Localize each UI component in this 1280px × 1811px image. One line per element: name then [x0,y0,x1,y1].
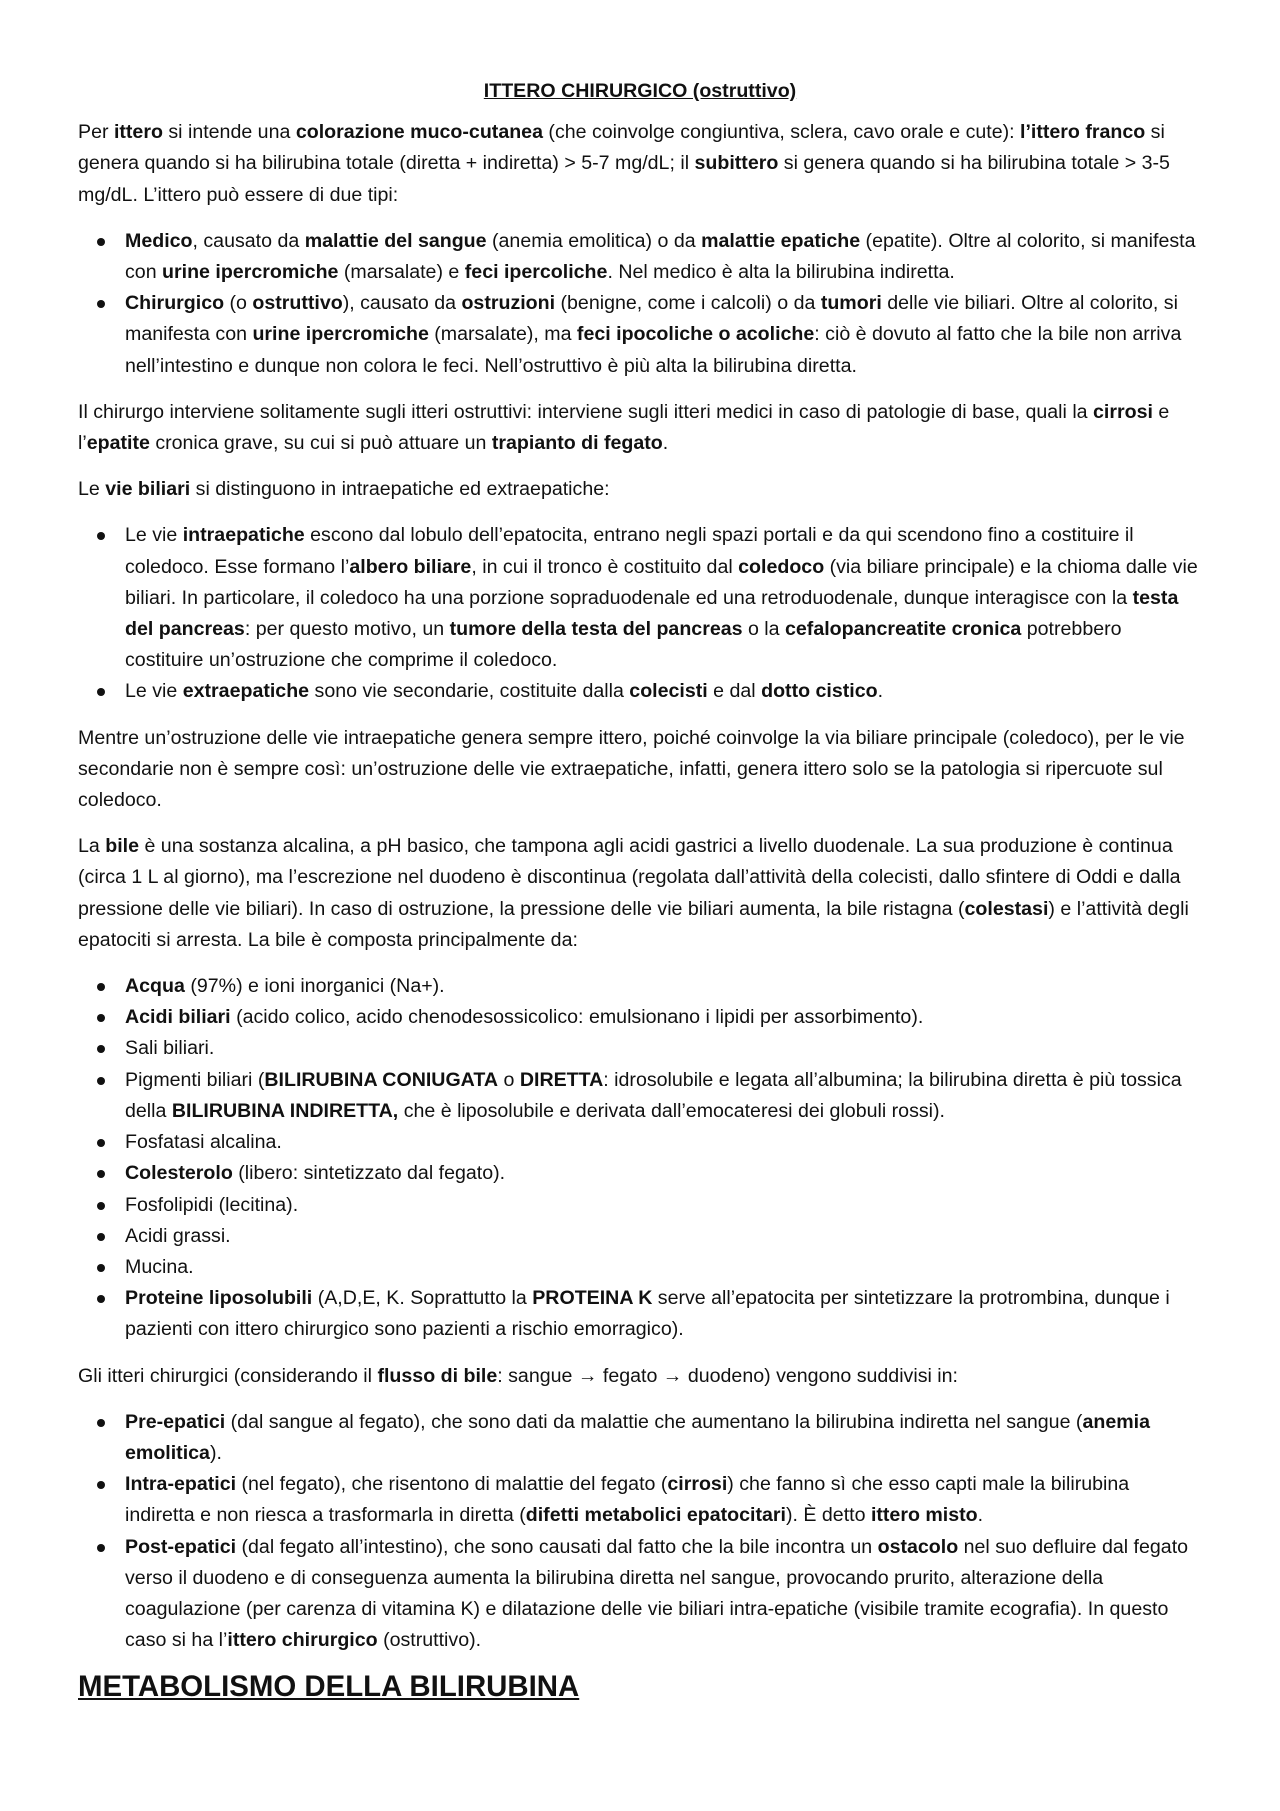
bile-composition-list [78,971,1202,1345]
bold-text-run: Acidi biliari [125,1006,231,1029]
list-item [78,1532,1202,1657]
list-item [78,971,1202,1002]
bullet-icon [97,532,105,540]
list-item [78,1127,1202,1158]
bullet-icon [97,1202,105,1210]
bullet-icon [97,1233,105,1241]
list-item [78,520,1202,676]
text-run: o [498,1068,520,1091]
bold-text-run: extraepatiche [182,680,310,703]
bile-ducts-list [78,520,1202,707]
text-run: Pigmenti biliari ( [125,1068,265,1091]
surgeon-paragraph [78,397,1202,459]
text-run: (A,D,E, K. Soprattutto la [312,1287,533,1310]
bold-text-run: ittero [113,121,163,144]
text-run: . [877,680,884,703]
bold-text-run: DIRETTA [519,1068,604,1091]
bullet-icon [97,1014,105,1022]
bullet-icon [97,1170,105,1178]
obstruction-paragraph [78,723,1202,817]
bold-text-run: vie biliari [105,478,191,501]
bullet-icon [97,1264,105,1272]
bold-text-run: flusso di bile [377,1364,498,1387]
bold-text-run: urine ipercromiche [162,261,339,284]
text-run: . Nel medico è alta la bilirubina indiretta. [607,261,955,284]
text-run: ) e l’attività degli epatociti si arresta. La bile è composta principalmente da: [78,897,1189,951]
text-run: Gli itteri chirurgici (considerando il [78,1364,378,1387]
text-run: Le [78,478,106,501]
list-item [78,1252,1202,1283]
text-run: potrebbero costituire un’ostruzione che comprime il coledoco. [125,618,1122,672]
text-run: si genera quando si ha bilirubina totale > 3-5 mg/dL. L’ittero può essere di due tipi: [78,152,1170,206]
list-item [78,1065,1202,1127]
bold-text-run: coledoco [738,555,825,578]
text-run: (o [224,292,253,315]
bold-text-run: Post-epatici [125,1535,237,1558]
text-run: delle vie biliari. Oltre al colorito, si manifesta con [125,292,1178,346]
bold-text-run: albero biliare [349,555,472,578]
text-run: si intende una [162,121,296,144]
text-run: escono dal lobulo dell’epatocita, entrano negli spazi portali e da qui scendono fino a costituire il coledoco. Esse formano l’ [125,524,1134,578]
text-run: Fosfatasi alcalina. [125,1131,282,1154]
list-item [78,1033,1202,1064]
bold-text-run: testa del pancreas [125,586,1179,641]
text-run: ). È detto [785,1504,871,1527]
text-run: (che coinvolge congiuntiva, sclera, cavo orale e cute): [542,121,1021,144]
text-run: serve all’epatocita per sintetizzare la protrombina, dunque i pazienti con ittero chirurgico sono pazienti a rischio emorragico). [125,1287,1170,1341]
text-run: si genera quando si ha bilirubina totale (diretta + indiretta) > 5-7 mg/dL; il [78,121,1165,175]
bold-text-run: cirrosi [1093,400,1153,423]
bold-text-run: tumore della testa del pancreas [449,618,743,641]
text-run: : ciò è dovuto al fatto che la bile non arriva nell’intestino e dunque non colora le feci. Nell’ostruttivo è più alta la bilirubina diretta. [125,323,1182,377]
bold-text-run: malattie del sangue [304,229,487,252]
text-run: si distinguono in intraepatiche ed extraepatiche: [190,478,610,501]
text-run: che è liposolubile e derivata dall’emocateresi dei globuli rossi). [398,1099,945,1122]
text-run: Il chirurgo interviene solitamente sugli itteri ostruttivi: interviene sugli itteri medici in caso di patologie di base, quali la [78,400,1094,423]
text-run: sono vie secondarie, costituite dalla [309,680,630,703]
list-item [78,226,1202,288]
bold-text-run: Medico [125,229,193,252]
bullet-icon [97,1295,105,1303]
text-run: (acido colico, acido chenodesossicolico: emulsionano i lipidi per assorbimento). [230,1006,924,1029]
text-run: Sali biliari. [125,1037,215,1060]
bold-text-run: epatite [86,432,150,455]
list-item [78,288,1202,382]
list-item [78,676,1202,707]
bold-text-run: Colesterolo [125,1162,233,1185]
text-run: ), causato da [342,292,462,315]
text-run: . [977,1504,984,1527]
bullet-icon [97,1045,105,1053]
text-run: (97%) e ioni inorganici (Na+). [184,975,445,998]
text-run: ). [209,1441,222,1464]
bullet-icon [97,983,105,991]
text-run: Per [78,121,114,144]
bold-text-run: ostacolo [877,1535,959,1558]
bold-text-run: bile [105,835,140,858]
surgical-jaundice-classification-list [78,1407,1202,1657]
bold-text-run: PROTEINA K [532,1287,653,1310]
bold-text-run: colorazione muco-cutanea [295,121,543,144]
bold-text-run: l’ittero franco [1020,121,1146,144]
text-run: (epatite). Oltre al colorito, si manifesta con [125,229,1196,284]
surgical-jaundice-intro-paragraph [78,1361,1202,1392]
text-run: cronica grave, su cui si può attuare un [149,432,492,455]
bold-text-run: cirrosi [667,1473,728,1496]
text-run: Mucina. [125,1255,194,1278]
jaundice-types-list [78,226,1202,382]
text-run: . [662,432,669,455]
bold-text-run: malattie epatiche [701,229,861,252]
list-item [78,1469,1202,1531]
text-run: è una sostanza alcalina, a pH basico, che tampona agli acidi gastrici a livello duodenale. La sua produzione è continua (circa 1 L al giorno), ma l’escrezione nel duodeno è discontinua (regolata dall’attività della colecisti, dallo sfintere di Oddi e dalla pressione delle vie biliari). In caso di ostruzione, la pressione delle vie biliari aumenta, la bile ristagna ( [78,835,1181,920]
text-run: (dal sangue al fegato), che sono dati da malattie che aumentano la bilirubina indiretta nel sangue ( [225,1410,1083,1433]
bile-ducts-intro-paragraph [78,474,1202,505]
section-heading-bilirubin-metabolism: METABOLISMO DELLA BILIRUBINA [78,1670,580,1704]
text-run: (benigne, come i calcoli) o da [555,292,821,315]
bold-text-run: Acqua [125,975,185,998]
bold-text-run: Proteine liposolubili [125,1287,313,1310]
document-title: ITTERO CHIRURGICO (ostruttivo) [483,80,797,102]
text-run: La [78,835,106,858]
bold-text-run: BILIRUBINA CONIUGATA [264,1068,499,1091]
bullet-icon [97,1139,105,1147]
list-item [78,1283,1202,1345]
bold-text-run: subittero [694,152,779,175]
list-item [78,1002,1202,1033]
text-run: e dal [707,680,762,703]
text-run: e l’ [78,400,1170,455]
bullet-icon [97,688,105,696]
bold-text-run: ostruzioni [461,292,556,315]
text-run: (libero: sintetizzato dal fegato). [232,1162,506,1185]
text-run: o la [742,618,785,641]
text-run: (marsalate) e [338,261,465,284]
bold-text-run: dotto cistico [761,680,878,703]
bile-paragraph [78,831,1202,956]
bold-text-run: intraepatiche [182,524,305,547]
text-run: Acidi grassi. [125,1224,231,1247]
text-run: (dal fegato all’intestino), che sono causati dal fatto che la bile incontra un [236,1535,878,1558]
text-run: (marsalate), ma [428,323,577,346]
text-run: , in cui il tronco è costituito dal [471,555,739,578]
bold-text-run: tumori [820,292,882,315]
bullet-icon [97,1077,105,1085]
bullet-icon [97,300,105,308]
bold-text-run: colecisti [629,680,708,703]
bullet-icon [97,1419,105,1427]
bold-text-run: ostruttivo [252,292,343,315]
text-run: Le vie [125,524,183,547]
list-item [78,1158,1202,1189]
text-run: (via biliare principale) e la chioma dalle vie biliari. In particolare, il coledoco ha una porzione sopraduodenale ed una retroduodenale, dunque interagisce con la [125,555,1198,609]
text-run: (ostruttivo). [377,1629,482,1652]
bold-text-run: trapianto di fegato [491,432,663,455]
text-run: Fosfolipidi (lecitina). [125,1193,299,1216]
text-run: : sangue → fegato → duodeno) vengono suddivisi in: [497,1364,958,1387]
bold-text-run: ittero chirurgico [227,1629,378,1652]
bold-text-run: Pre-epatici [125,1410,226,1433]
list-item [78,1221,1202,1252]
text-run: : per questo motivo, un [244,618,450,641]
bold-text-run: ittero misto [870,1504,978,1527]
bullet-icon [97,1544,105,1552]
text-run: , causato da [192,229,305,252]
bullet-icon [97,1481,105,1489]
text-run: (nel fegato), che risentono di malattie del fegato ( [236,1473,668,1496]
bold-text-run: colestasi [964,897,1049,920]
text-run: : idrosolubile e legata all’albumina; la bilirubina diretta è più tossica della [125,1068,1182,1122]
list-item [78,1407,1202,1469]
list-item [78,1190,1202,1221]
bold-text-run: urine ipercromiche [252,323,429,346]
bold-text-run: difetti metabolici epatocitari [525,1504,786,1527]
intro-paragraph [78,117,1202,211]
bold-text-run: BILIRUBINA INDIRETTA, [171,1099,399,1122]
text-run: ) che fanno sì che esso capti male la bilirubina indiretta e non riesca a trasformarla in diretta ( [125,1473,1130,1527]
bold-text-run: anemia emolitica [125,1410,1150,1464]
bold-text-run: Intra-epatici [125,1473,237,1496]
text-run: Mentre un’ostruzione delle vie intraepatiche genera sempre ittero, poiché coinvolge la via biliare principale (coledoco), per le vie secondarie non è sempre così: un’ostruzione delle vie extraepatiche, infatti, genera ittero solo se la patologia si ripercuote sul coledoco. [78,726,1185,812]
text-run: (anemia emolitica) o da [486,229,702,252]
bold-text-run: Chirurgico [125,292,225,315]
bold-text-run: feci ipercoliche [464,261,608,284]
bold-text-run: cefalopancreatite cronica [785,618,1022,641]
bold-text-run: feci ipocoliche o acoliche [576,323,815,346]
bullet-icon [97,238,105,246]
text-run: Le vie [125,680,183,703]
text-run: nel suo defluire dal fegato verso il duodeno e di conseguenza aumenta la bilirubina diretta nel sangue, provocando prurito, alterazione della coagulazione (per carenza di vitamina K) e dilatazione delle vie biliari intra-epatiche (visibile tramite ecografia). In questo caso si ha l’ [125,1535,1189,1652]
